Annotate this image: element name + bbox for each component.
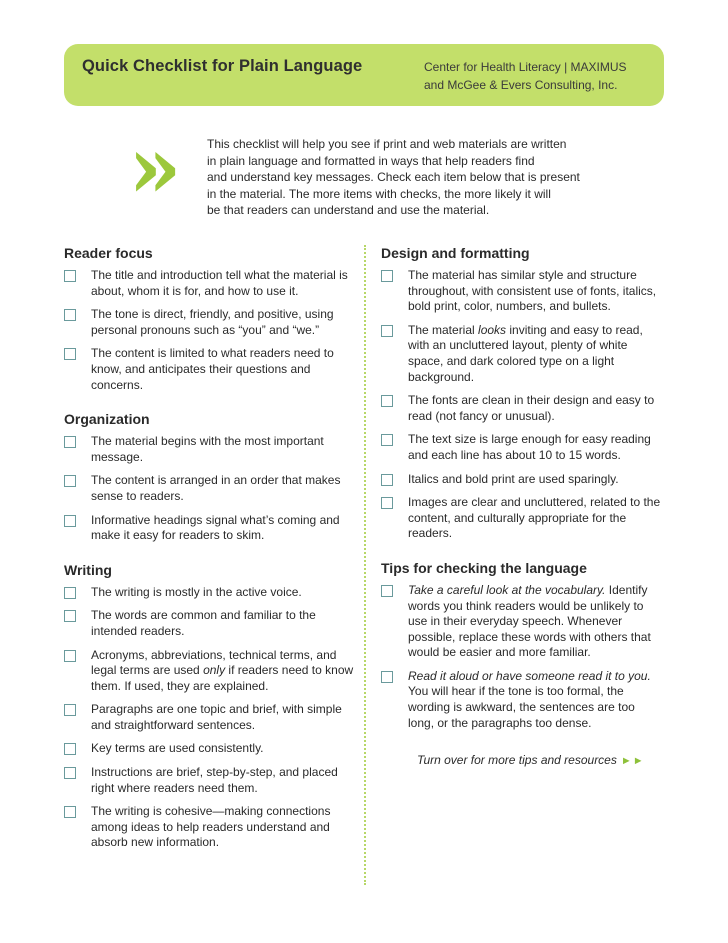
section-title-organization: Organization <box>64 411 150 428</box>
tip-lead: Read it aloud or have someone read it to you. <box>408 668 651 683</box>
item-text: The material has similar style and structure throughout, with consistent use of fonts, italics, bold print, color, numbers, and bullets. <box>408 268 657 314</box>
organization-credit <box>424 58 627 94</box>
checklist-item <box>64 702 354 733</box>
checklist-item <box>64 804 354 851</box>
checkbox[interactable] <box>64 650 76 662</box>
item-text: The writing is mostly in the active voice. <box>91 584 302 599</box>
intro-line: and understand key messages. Check each item below that is present <box>207 170 580 184</box>
checklist-item <box>381 432 663 463</box>
tip-body: Identify words you think readers would be unlikely to use in their everyday speech. Whenever possible, replace these words with others that would be easier and more familiar. <box>408 582 651 660</box>
left-column <box>64 245 354 859</box>
checklist-item <box>64 473 354 504</box>
checkbox[interactable] <box>64 309 76 321</box>
checkbox[interactable] <box>381 585 393 597</box>
item-text: Paragraphs are one topic and brief, with simple and straightforward sentences. <box>91 702 342 732</box>
org-line-1: Center for Health Literacy | MAXIMUS <box>424 60 627 74</box>
checklist-item <box>64 648 354 695</box>
item-text: Images are clear and uncluttered, related to the content, and culturally appropriate for the readers. <box>408 495 661 541</box>
item-text: The title and introduction tell what the material is about, whom it is for, and how to use it. <box>91 268 348 298</box>
item-text: Informative headings signal what’s coming and make it easy for readers to skim. <box>91 512 340 543</box>
item-text: Instructions are brief, step-by-step, and placed right where readers need them. <box>91 765 338 795</box>
checklist-item <box>381 393 663 424</box>
intro-line: in the material. The more items with checks, the more likely it will <box>207 186 551 201</box>
double-chevron-icon: » <box>128 117 176 218</box>
column-divider <box>364 245 366 885</box>
checkbox[interactable] <box>64 704 76 716</box>
checkbox[interactable] <box>64 743 76 755</box>
turn-over-text: Turn over for more tips and resources <box>417 753 617 768</box>
item-text: if readers need to know them. If used, they are explained. <box>91 663 354 693</box>
checkbox[interactable] <box>64 610 76 622</box>
checklist-item <box>64 608 354 639</box>
checklist-item <box>381 268 663 315</box>
header-banner <box>64 44 664 106</box>
item-emphasis: looks <box>478 322 507 337</box>
item-text: The text size is large enough for easy reading and each line has about 10 to 15 words. <box>408 432 651 462</box>
tip-item <box>381 583 663 661</box>
intro-line: This checklist will help you see if print and web materials are written <box>207 137 567 151</box>
checklist-item <box>64 346 354 393</box>
checkbox[interactable] <box>64 515 76 527</box>
checklist-item <box>64 513 354 544</box>
checkbox[interactable] <box>381 497 393 509</box>
tip-item <box>381 669 663 731</box>
checklist-item <box>64 765 354 796</box>
item-text: The content is limited to what readers need to know, and anticipates their questions and concerns. <box>91 346 334 392</box>
section-title-design: Design and formatting <box>381 245 530 261</box>
checkbox[interactable] <box>64 436 76 448</box>
checkbox[interactable] <box>64 587 76 599</box>
item-text: The words are common and familiar to the intended readers. <box>91 608 316 638</box>
item-text: Italics and bold print are used sparingly. <box>408 471 619 486</box>
checkbox[interactable] <box>381 474 393 486</box>
checkbox[interactable] <box>64 270 76 282</box>
checkbox[interactable] <box>64 806 76 818</box>
checklist-item <box>381 323 663 385</box>
item-text: The content is arranged in an order that makes sense to readers. <box>91 473 341 503</box>
intro-paragraph <box>207 136 617 219</box>
item-text: The tone is direct, friendly, and positive, using personal pronouns such as “you” and “we.” <box>91 307 334 337</box>
tip-body: You will hear if the tone is too formal, the wording is awkward, the sentences are too long, or the paragraphs too dense. <box>408 684 635 730</box>
checkbox[interactable] <box>64 475 76 487</box>
checklist-item <box>64 741 354 757</box>
turn-over-note <box>381 753 663 767</box>
checklist-item <box>381 472 663 488</box>
checkbox[interactable] <box>381 395 393 407</box>
checkbox[interactable] <box>64 767 76 779</box>
org-line-2: and McGee & Evers Consulting, Inc. <box>424 78 618 92</box>
item-text: The material <box>408 322 479 337</box>
item-text: Acronyms, abbreviations, technical terms, and legal terms are used <box>91 647 337 678</box>
item-text: inviting and easy to read, with an uncluttered layout, plenty of white space, and dark colored type on a light background. <box>408 322 643 384</box>
item-text: The writing is cohesive—making connections among ideas to help readers understand and absorb new information. <box>91 804 331 850</box>
checklist-item <box>64 434 354 465</box>
item-text: Key terms are used consistently. <box>91 741 264 756</box>
checkbox[interactable] <box>381 270 393 282</box>
tip-lead: Take a careful look at the vocabulary. <box>408 582 606 597</box>
arrow-right-icon: ►► <box>620 755 645 768</box>
intro-line: be that readers can understand and use the material. <box>207 203 490 217</box>
right-column <box>381 245 663 767</box>
page-title: Quick Checklist for Plain Language <box>82 57 363 75</box>
checkbox[interactable] <box>64 348 76 360</box>
intro-line: in plain language and formatted in ways that help readers find <box>207 153 535 168</box>
item-emphasis: only <box>203 663 226 678</box>
item-text: The material begins with the most important message. <box>91 434 324 464</box>
checklist-item <box>64 307 354 338</box>
checklist-item <box>381 495 663 542</box>
checkbox[interactable] <box>381 325 393 337</box>
section-title-tips: Tips for checking the language <box>381 559 587 576</box>
checkbox[interactable] <box>381 434 393 446</box>
checkbox[interactable] <box>381 671 393 683</box>
item-text: The fonts are clean in their design and easy to read (not fancy or unusual). <box>408 393 655 423</box>
checklist-item <box>64 268 354 299</box>
section-title-writing: Writing <box>64 561 112 578</box>
checklist-item <box>64 585 354 601</box>
section-title-reader-focus: Reader focus <box>64 245 153 261</box>
